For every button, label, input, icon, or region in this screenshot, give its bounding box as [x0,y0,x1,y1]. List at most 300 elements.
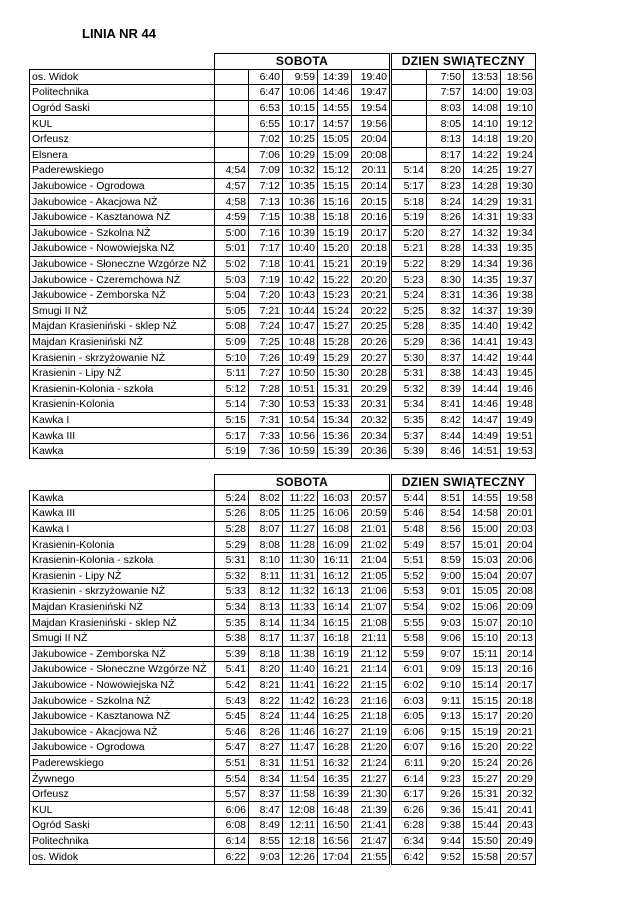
table-row [30,521,536,537]
departure-time-holiday: 8:38 [427,365,464,381]
departure-time-saturday: 12:11 [283,818,318,834]
departure-time-holiday: 19:39 [501,303,536,319]
departure-time-holiday: 5:30 [392,350,427,366]
departure-time-saturday: 6:53 [249,100,283,116]
departure-time-saturday: 16:32 [318,755,352,771]
departure-time-holiday: 9:02 [427,599,464,615]
table-row [30,740,536,756]
stop-name: Elsnera [30,147,215,163]
departure-time-holiday [392,116,427,132]
departure-time-holiday: 9:52 [427,849,464,865]
departure-time-holiday: 20:10 [501,615,536,631]
departure-time-saturday: 7:33 [249,428,283,444]
table-row [30,677,536,693]
departure-time-saturday: 21:55 [352,849,390,865]
departure-time-saturday: 21:47 [352,833,390,849]
departure-time-saturday: 20:26 [352,334,390,350]
departure-time-holiday: 15:44 [464,818,501,834]
table-row [30,506,536,522]
table-row [30,100,536,116]
departure-time-saturday: 5:15 [215,412,249,428]
departure-time-saturday: 10:32 [283,163,318,179]
header-spacer [30,54,215,70]
departure-time-saturday: 8:27 [249,740,283,756]
stop-name: Jakubowice - Czeremchowa NŻ [30,272,215,288]
departure-time-holiday: 20:32 [501,786,536,802]
departure-time-saturday: 16:03 [318,490,352,506]
departure-time-holiday: 14:40 [464,319,501,335]
departure-time-saturday: 16:11 [318,552,352,568]
departure-time-holiday: 20:03 [501,521,536,537]
departure-time-holiday: 15:13 [464,662,501,678]
departure-time-holiday: 5:25 [392,303,427,319]
stop-name: Smugi II NŻ [30,630,215,646]
departure-time-holiday: 6:02 [392,677,427,693]
departure-time-holiday: 14:46 [464,397,501,413]
departure-time-saturday: 16:39 [318,786,352,802]
departure-time-holiday: 15:50 [464,833,501,849]
departure-time-saturday: 5:47 [215,740,249,756]
departure-time-saturday: 21:14 [352,662,390,678]
departure-time-saturday: 20:25 [352,319,390,335]
departure-time-saturday: 5:39 [215,646,249,662]
departure-time-holiday: 9:03 [427,615,464,631]
departure-time-saturday: 10:54 [283,412,318,428]
table-row [30,443,536,459]
departure-time-saturday: 17:04 [318,849,352,865]
departure-time-holiday: 18:56 [501,69,536,85]
stop-name: Krasienin-Kolonia [30,537,215,553]
table-row [30,646,536,662]
departure-time-saturday: 15:36 [318,428,352,444]
departure-time-saturday: 12:18 [283,833,318,849]
departure-time-saturday: 16:08 [318,521,352,537]
departure-time-holiday: 5:58 [392,630,427,646]
departure-time-holiday: 5:31 [392,365,427,381]
departure-time-holiday: 20:17 [501,677,536,693]
departure-time-holiday: 20:26 [501,755,536,771]
departure-time-saturday: 6:06 [215,802,249,818]
departure-time-saturday: 20:21 [352,287,390,303]
departure-time-saturday: 11:37 [283,630,318,646]
departure-time-saturday: 11:54 [283,771,318,787]
departure-time-holiday: 6:17 [392,786,427,802]
departure-time-saturday: 7:31 [249,412,283,428]
departure-time-holiday: 9:06 [427,630,464,646]
departure-time-holiday: 14:44 [464,381,501,397]
departure-time-saturday: 8:22 [249,693,283,709]
departure-time-saturday: 10:48 [283,334,318,350]
departure-time-holiday: 19:46 [501,381,536,397]
departure-time-holiday: 19:33 [501,209,536,225]
departure-time-saturday: 20:22 [352,303,390,319]
departure-time-saturday: 5:19 [215,443,249,459]
table-row [30,537,536,553]
departure-time-holiday: 6:06 [392,724,427,740]
departure-time-holiday: 8:28 [427,241,464,257]
departure-time-saturday: 10:47 [283,319,318,335]
departure-time-holiday: 15:31 [464,786,501,802]
departure-time-holiday: 5:37 [392,428,427,444]
departure-time-holiday: 8:13 [427,131,464,147]
departure-time-saturday: 8:37 [249,786,283,802]
departure-time-holiday: 5:29 [392,334,427,350]
departure-time-holiday: 14:28 [464,178,501,194]
table-row [30,412,536,428]
departure-time-saturday: 14:57 [318,116,352,132]
departure-time-holiday: 15:58 [464,849,501,865]
departure-time-holiday: 15:20 [464,740,501,756]
table-row [30,630,536,646]
stop-name: os. Widok [30,849,215,865]
departure-time-holiday: 5:34 [392,397,427,413]
departure-time-saturday: 5:35 [215,615,249,631]
departure-time-holiday: 15:00 [464,521,501,537]
timetable-body [30,54,536,459]
table-row [30,256,536,272]
departure-time-holiday: 8:36 [427,334,464,350]
departure-time-saturday: 7:06 [249,147,283,163]
departure-time-holiday: 14:00 [464,85,501,101]
departure-time-saturday: 5:51 [215,755,249,771]
departure-time-saturday: 20:04 [352,131,390,147]
departure-time-saturday: 8:14 [249,615,283,631]
stop-name: Orfeusz [30,131,215,147]
departure-time-saturday: 10:42 [283,272,318,288]
departure-time-saturday: 5:05 [215,303,249,319]
table-row [30,490,536,506]
departure-time-holiday: 8:56 [427,521,464,537]
departure-time-holiday: 19:43 [501,334,536,350]
table-row [30,350,536,366]
departure-time-holiday: 20:21 [501,724,536,740]
departure-time-holiday: 19:03 [501,85,536,101]
stop-name: Majdan Krasieniński - sklep NŻ [30,615,215,631]
stop-name: Majdan Krasieniński - sklep NŻ [30,319,215,335]
departure-time-saturday: 5:00 [215,225,249,241]
departure-time-saturday: 6:22 [215,849,249,865]
departure-time-holiday: 20:14 [501,646,536,662]
departure-time-saturday: 5:42 [215,677,249,693]
departure-time-saturday: 8:17 [249,630,283,646]
departure-time-holiday: 19:34 [501,225,536,241]
departure-time-holiday: 9:07 [427,646,464,662]
departure-time-holiday: 14:41 [464,334,501,350]
departure-time-saturday: 10:15 [283,100,318,116]
departure-time-holiday: 8:42 [427,412,464,428]
departure-time-saturday: 15:20 [318,241,352,257]
departure-time-saturday: 11:44 [283,708,318,724]
departure-time-holiday: 5:23 [392,272,427,288]
departure-time-saturday [215,100,249,116]
departure-time-holiday: 6:07 [392,740,427,756]
table-row [30,397,536,413]
departure-time-holiday: 19:35 [501,241,536,257]
stop-name: Krasienin - skrzyżowanie NŻ [30,350,215,366]
departure-time-saturday: 20:27 [352,350,390,366]
departure-time-saturday: 20:28 [352,365,390,381]
departure-time-holiday: 15:10 [464,630,501,646]
departure-time-saturday: 7:15 [249,209,283,225]
departure-time-saturday: 5:17 [215,428,249,444]
departure-time-holiday: 9:16 [427,740,464,756]
stop-name: Kawka III [30,428,215,444]
departure-time-saturday: 16:48 [318,802,352,818]
departure-time-saturday: 16:22 [318,677,352,693]
departure-time-holiday: 8:37 [427,350,464,366]
departure-time-holiday: 20:41 [501,802,536,818]
table-row [30,771,536,787]
stop-name: Jakubowice - Nowowiejska NŻ [30,241,215,257]
departure-time-saturday: 20:20 [352,272,390,288]
departure-time-saturday: 8:18 [249,646,283,662]
departure-time-holiday [392,147,427,163]
stop-name: Kawka [30,443,215,459]
table-row [30,163,536,179]
departure-time-holiday: 20:09 [501,599,536,615]
header-saturday: SOBOTA [215,54,390,70]
departure-time-saturday: 21:24 [352,755,390,771]
departure-time-saturday: 8:21 [249,677,283,693]
departure-time-holiday: 20:06 [501,552,536,568]
departure-time-holiday: 9:20 [427,755,464,771]
departure-time-saturday: 20:19 [352,256,390,272]
departure-time-saturday: 21:07 [352,599,390,615]
departure-time-saturday: 15:22 [318,272,352,288]
stop-name: Jakubowice - Słoneczne Wzgórze NŻ [30,662,215,678]
departure-time-holiday: 8:30 [427,272,464,288]
stop-name: Ogród Saski [30,100,215,116]
departure-time-saturday: 10:41 [283,256,318,272]
departure-time-holiday: 5:22 [392,256,427,272]
departure-time-holiday [392,131,427,147]
table-row [30,225,536,241]
departure-time-saturday: 21:30 [352,786,390,802]
header-row [30,475,536,491]
departure-time-holiday: 19:53 [501,443,536,459]
departure-time-saturday: 8:47 [249,802,283,818]
departure-time-holiday: 19:49 [501,412,536,428]
table-row [30,818,536,834]
departure-time-holiday: 14:37 [464,303,501,319]
departure-time-holiday: 19:45 [501,365,536,381]
stop-name: Żywnego [30,771,215,787]
departure-time-saturday: 16:14 [318,599,352,615]
departure-time-saturday: 14:46 [318,85,352,101]
departure-time-holiday [392,69,427,85]
departure-time-holiday: 15:07 [464,615,501,631]
departure-time-holiday: 20:01 [501,506,536,522]
departure-time-holiday: 14:43 [464,365,501,381]
departure-time-saturday: 20:59 [352,506,390,522]
departure-time-holiday: 6:05 [392,708,427,724]
departure-time-holiday: 5:54 [392,599,427,615]
departure-time-saturday: 21:39 [352,802,390,818]
departure-time-saturday: 7:27 [249,365,283,381]
departure-time-saturday: 5:03 [215,272,249,288]
departure-time-saturday: 5:08 [215,319,249,335]
departure-time-holiday: 14:33 [464,241,501,257]
departure-time-saturday: 21:11 [352,630,390,646]
departure-time-saturday: 8:26 [249,724,283,740]
departure-time-saturday: 19:56 [352,116,390,132]
departure-time-holiday: 5:20 [392,225,427,241]
departure-time-saturday: 21:27 [352,771,390,787]
departure-time-saturday: 16:56 [318,833,352,849]
stop-name: Jakubowice - Kasztanowa NŻ [30,209,215,225]
departure-time-saturday: 8:12 [249,584,283,600]
table-row [30,131,536,147]
departure-time-saturday: 5:57 [215,786,249,802]
departure-time-saturday: 5:10 [215,350,249,366]
departure-time-saturday: 10:43 [283,287,318,303]
departure-time-holiday: 9:11 [427,693,464,709]
departure-time-saturday: 5:46 [215,724,249,740]
table-row [30,552,536,568]
departure-time-saturday: 21:16 [352,693,390,709]
departure-time-saturday: 12:08 [283,802,318,818]
stop-name: Jakubowice - Ogrodowa [30,740,215,756]
departure-time-saturday: 8:10 [249,552,283,568]
stop-name: Jakubowice - Nowowiejska NŻ [30,677,215,693]
stop-name: Kawka III [30,506,215,522]
departure-time-saturday: 8:34 [249,771,283,787]
departure-time-holiday: 14:34 [464,256,501,272]
departure-time-holiday: 6:26 [392,802,427,818]
departure-time-saturday: 8:20 [249,662,283,678]
departure-time-holiday: 8:59 [427,552,464,568]
departure-time-holiday: 5:14 [392,163,427,179]
departure-time-holiday: 20:18 [501,693,536,709]
departure-time-saturday: 15:19 [318,225,352,241]
departure-time-saturday: 8:02 [249,490,283,506]
stop-name: Majdan Krasieniński NŻ [30,334,215,350]
departure-time-holiday: 7:57 [427,85,464,101]
departure-time-saturday: 16:35 [318,771,352,787]
departure-time-saturday: 20:36 [352,443,390,459]
stop-name: Krasienin - Lipy NŻ [30,365,215,381]
departure-time-holiday: 9:23 [427,771,464,787]
departure-time-holiday: 8:44 [427,428,464,444]
departure-time-holiday: 15:03 [464,552,501,568]
departure-time-saturday: 20:18 [352,241,390,257]
departure-time-saturday: 5:02 [215,256,249,272]
departure-time-saturday: 15:31 [318,381,352,397]
departure-time-saturday: 5:26 [215,506,249,522]
table-row [30,69,536,85]
departure-time-saturday: 11:25 [283,506,318,522]
departure-time-saturday: 21:20 [352,740,390,756]
departure-time-saturday: 16:19 [318,646,352,662]
departure-time-holiday: 9:10 [427,677,464,693]
departure-time-holiday: 19:10 [501,100,536,116]
departure-time-holiday: 19:42 [501,319,536,335]
departure-time-saturday: 16:12 [318,568,352,584]
stop-name: Krasienin - skrzyżowanie NŻ [30,584,215,600]
departure-time-saturday [215,131,249,147]
departure-time-saturday: 15:09 [318,147,352,163]
departure-time-saturday [215,147,249,163]
departure-time-saturday: 6:14 [215,833,249,849]
departure-time-saturday: 8:05 [249,506,283,522]
departure-time-holiday: 14:36 [464,287,501,303]
departure-time-holiday: 8:20 [427,163,464,179]
departure-time-holiday: 8:35 [427,319,464,335]
departure-time-holiday: 15:17 [464,708,501,724]
departure-time-saturday: 15:12 [318,163,352,179]
stop-name: Jakubowice - Ogrodowa [30,178,215,194]
departure-time-saturday: 8:11 [249,568,283,584]
departure-time-holiday: 14:10 [464,116,501,132]
departure-time-holiday: 8:46 [427,443,464,459]
departure-time-holiday: 9:09 [427,662,464,678]
departure-time-holiday: 14:47 [464,412,501,428]
departure-time-saturday: 11:31 [283,568,318,584]
departure-time-saturday: 21:02 [352,537,390,553]
departure-time-holiday: 19:37 [501,272,536,288]
header-spacer [30,475,215,491]
header-holiday: DZIEN SWIĄTECZNY [392,475,536,491]
departure-time-holiday: 19:12 [501,116,536,132]
departure-time-holiday: 19:27 [501,163,536,179]
departure-time-saturday: 5:32 [215,568,249,584]
departure-time-saturday: 20:29 [352,381,390,397]
departure-time-saturday: 11:46 [283,724,318,740]
departure-time-holiday: 19:48 [501,397,536,413]
departure-time-holiday: 15:14 [464,677,501,693]
departure-time-holiday: 8:57 [427,537,464,553]
departure-time-saturday: 20:14 [352,178,390,194]
departure-time-holiday: 8:27 [427,225,464,241]
table-row [30,147,536,163]
departure-time-saturday: 8:07 [249,521,283,537]
departure-time-saturday: 16:15 [318,615,352,631]
departure-time-holiday: 8:41 [427,397,464,413]
departure-time-holiday: 8:39 [427,381,464,397]
table-row [30,303,536,319]
timetable-return [29,474,536,865]
stop-name: Jakubowice - Akacjowa NŻ [30,194,215,210]
departure-time-saturday: 7:20 [249,287,283,303]
departure-time-saturday: 10:36 [283,194,318,210]
departure-time-holiday: 20:08 [501,584,536,600]
departure-time-saturday: 10:49 [283,350,318,366]
departure-time-saturday: 10:40 [283,241,318,257]
departure-time-saturday: 7:12 [249,178,283,194]
departure-time-saturday: 21:12 [352,646,390,662]
departure-time-holiday: 5:17 [392,178,427,194]
departure-time-holiday: 6:42 [392,849,427,865]
departure-time-holiday: 20:13 [501,630,536,646]
departure-time-holiday: 8:29 [427,256,464,272]
departure-time-holiday: 9:26 [427,786,464,802]
departure-time-saturday: 21:01 [352,521,390,537]
departure-time-holiday: 5:28 [392,319,427,335]
departure-time-saturday: 5:38 [215,630,249,646]
departure-time-holiday: 19:51 [501,428,536,444]
departure-time-holiday: 15:11 [464,646,501,662]
departure-time-holiday: 5:39 [392,443,427,459]
departure-time-saturday: 6:40 [249,69,283,85]
table-row [30,615,536,631]
departure-time-saturday: 10:53 [283,397,318,413]
departure-time-holiday: 20:43 [501,818,536,834]
stop-name: Krasienin-Kolonia - szkoła [30,552,215,568]
departure-time-holiday: 6:14 [392,771,427,787]
departure-time-saturday: 5:31 [215,552,249,568]
table-row [30,178,536,194]
departure-time-saturday: 5:45 [215,708,249,724]
